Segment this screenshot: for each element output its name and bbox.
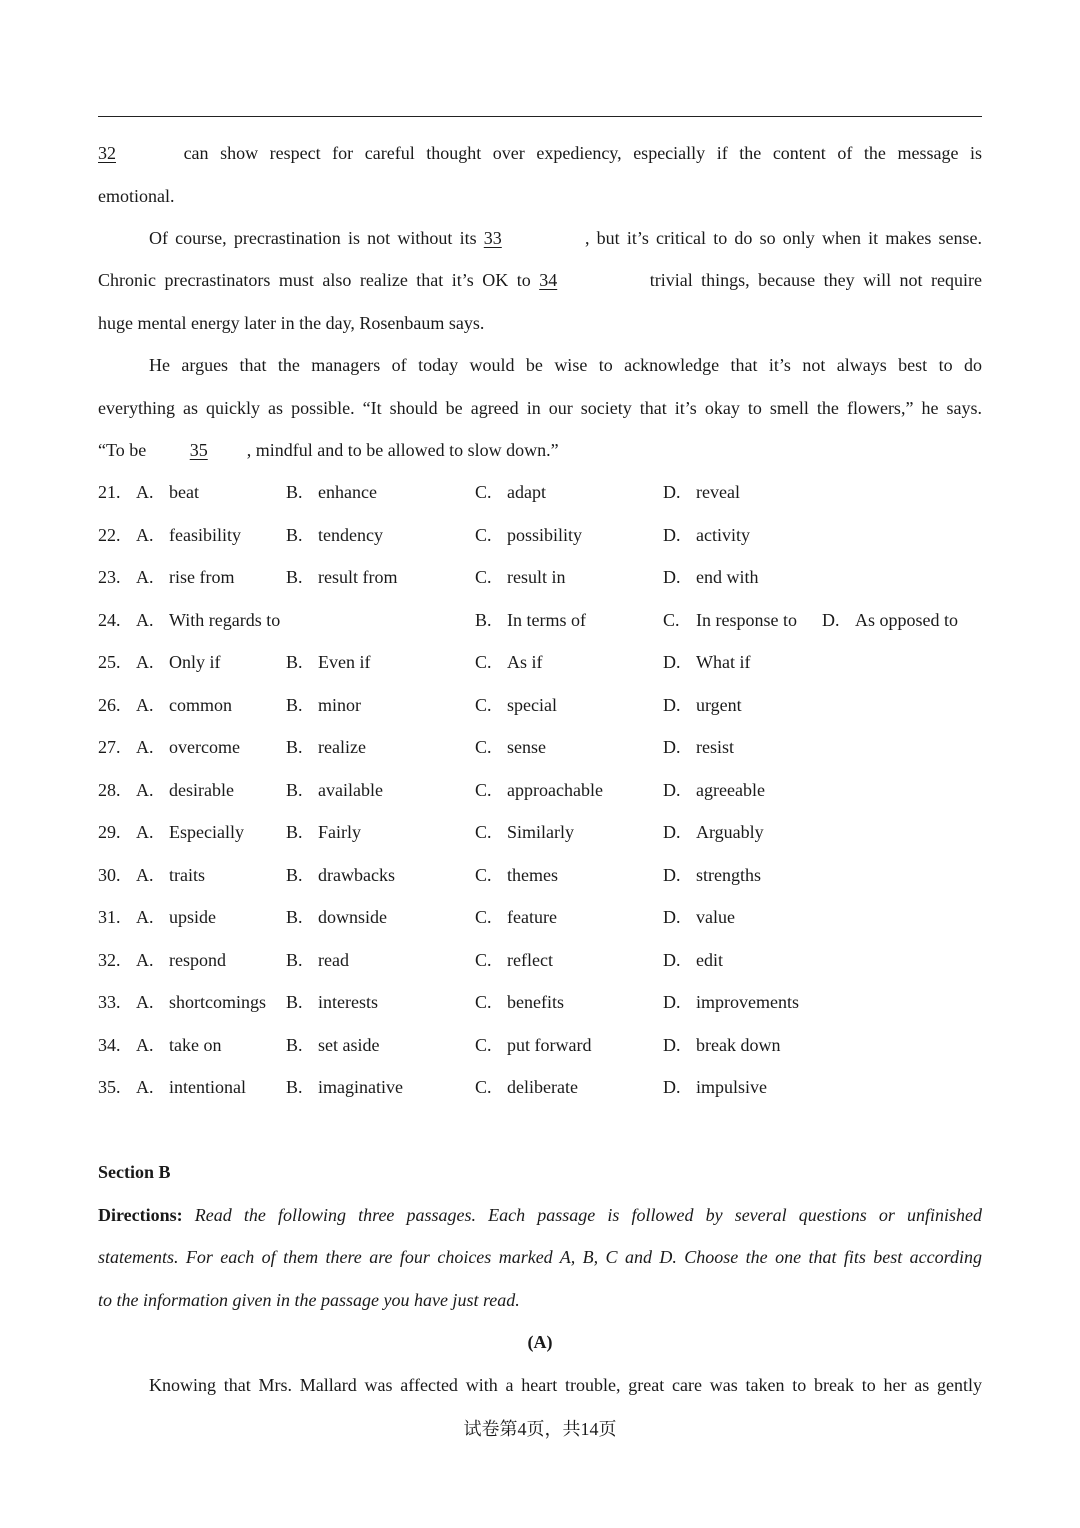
question-row [98, 736, 982, 758]
question-row [98, 481, 982, 503]
passage-line-3: Of course, precrastination is not without its 33 , but it’s critical to do so only when it makes sense. [149, 228, 983, 248]
blank-35: 35 [189, 440, 208, 460]
option-d: activity [696, 524, 750, 545]
question-number: 24. [98, 609, 121, 630]
option-letter: A. [136, 992, 154, 1012]
option-c: approachable [507, 779, 603, 800]
question-row [98, 524, 982, 546]
question-row [98, 949, 982, 971]
option-letter: C. [475, 1077, 492, 1097]
option-letter: C. [475, 694, 492, 715]
option-c: deliberate [507, 1077, 578, 1097]
option-c: reflect [507, 949, 553, 970]
option-letter: A. [136, 694, 154, 715]
option-letter: C. [475, 524, 492, 545]
option-d: improvements [696, 992, 799, 1012]
option-letter: D. [663, 992, 681, 1012]
option-d: As opposed to [855, 609, 958, 630]
passage-label: (A) [527, 1332, 553, 1352]
option-c: special [507, 694, 557, 715]
option-a: desirable [169, 779, 234, 800]
question-row [98, 566, 982, 588]
option-letter: D. [663, 567, 681, 587]
option-letter: A. [136, 907, 154, 927]
directions-line-3: to the information given in the passage you have just read. [98, 1290, 520, 1310]
header-rule [98, 116, 982, 117]
option-b: tendency [318, 524, 383, 545]
option-letter: B. [286, 1034, 303, 1055]
option-letter: A. [136, 567, 154, 587]
option-c: adapt [507, 482, 546, 502]
question-number: 25. [98, 652, 121, 672]
option-letter: C. [475, 779, 492, 800]
option-b: realize [318, 737, 366, 757]
question-row [98, 651, 982, 673]
option-c: feature [507, 907, 557, 927]
option-letter: D. [663, 864, 681, 885]
option-d: Arguably [696, 822, 764, 842]
option-letter: A. [136, 609, 154, 630]
option-d: What if [696, 652, 751, 672]
question-number: 21. [98, 482, 121, 502]
option-c: benefits [507, 992, 564, 1012]
question-number: 30. [98, 864, 121, 885]
option-b: read [318, 949, 349, 970]
question-number: 34. [98, 1034, 121, 1055]
question-row [98, 864, 982, 886]
option-b: imaginative [318, 1077, 403, 1097]
option-letter: B. [286, 567, 303, 587]
option-letter: C. [475, 822, 492, 842]
option-letter: D. [663, 949, 681, 970]
question-number: 29. [98, 822, 121, 842]
option-d: value [696, 907, 735, 927]
option-d: agreeable [696, 779, 765, 800]
option-letter: B. [286, 524, 303, 545]
option-a: Only if [169, 652, 221, 672]
option-c: Similarly [507, 822, 574, 842]
option-letter: D. [663, 822, 681, 842]
option-a: take on [169, 1034, 222, 1055]
option-letter: C. [475, 737, 492, 757]
option-letter: D. [663, 1034, 681, 1055]
option-letter: A. [136, 482, 154, 502]
option-letter: A. [136, 822, 154, 842]
option-d: impulsive [696, 1077, 767, 1097]
option-letter: A. [136, 949, 154, 970]
option-letter: B. [286, 652, 303, 672]
question-number: 35. [98, 1077, 121, 1097]
option-letter: D. [663, 907, 681, 927]
option-letter: D. [663, 737, 681, 757]
option-c: In response to [696, 609, 797, 630]
option-letter: A. [136, 864, 154, 885]
option-letter: A. [136, 1077, 154, 1097]
option-a: respond [169, 949, 226, 970]
question-row [98, 1076, 982, 1098]
option-letter: D. [663, 482, 681, 502]
option-a: shortcomings [169, 992, 266, 1012]
option-letter: B. [286, 1077, 303, 1097]
option-d: strengths [696, 864, 761, 885]
option-letter: D. [822, 609, 840, 630]
option-letter: B. [286, 949, 303, 970]
passage-line-6: He argues that the managers of today would be wise to acknowledge that it’s not always best to do [149, 355, 982, 375]
blank-32: 32 [98, 143, 116, 163]
option-letter: C. [475, 949, 492, 970]
question-number: 22. [98, 524, 121, 545]
question-number: 31. [98, 907, 121, 927]
option-d: resist [696, 737, 734, 757]
question-number: 26. [98, 694, 121, 715]
option-a: traits [169, 864, 205, 885]
directions-line-2: statements. For each of them there are four choices marked A, B, C and D. Choose the one that fits best according [98, 1247, 982, 1267]
option-letter: B. [286, 907, 303, 927]
option-a: upside [169, 907, 216, 927]
option-letter: A. [136, 652, 154, 672]
option-c: result in [507, 567, 566, 587]
option-letter: A. [136, 1034, 154, 1055]
question-number: 23. [98, 567, 121, 587]
passage-text: can show respect for careful thought over expediency, especially if the content of the message is [183, 143, 982, 163]
option-d: urgent [696, 694, 742, 715]
directions-label: Directions: [98, 1205, 183, 1225]
question-row [98, 906, 982, 928]
option-b: available [318, 779, 383, 800]
passage-line-5: huge mental energy later in the day, Rosenbaum says. [98, 313, 485, 333]
option-a: Especially [169, 822, 244, 842]
option-letter: C. [475, 907, 492, 927]
question-row [98, 694, 982, 716]
option-a: beat [169, 482, 199, 502]
option-letter: B. [475, 609, 492, 630]
option-c: themes [507, 864, 558, 885]
question-number: 27. [98, 737, 121, 757]
question-row [98, 821, 982, 843]
option-c: sense [507, 737, 546, 757]
option-d: edit [696, 949, 723, 970]
passage-line-4: Chronic precrastinators must also realize that it’s OK to 34 trivial things, because they will not require [98, 270, 982, 290]
option-b: set aside [318, 1034, 380, 1055]
blank-34: 34 [539, 270, 558, 290]
directions-line-1: Directions: Read the following three passages. Each passage is followed by several questions or unfinished [98, 1205, 983, 1225]
option-b: minor [318, 694, 361, 715]
option-letter: B. [286, 737, 303, 757]
option-a: With regards to [169, 609, 281, 630]
option-a: intentional [169, 1077, 246, 1097]
option-letter: C. [475, 864, 492, 885]
option-c: put forward [507, 1034, 592, 1055]
option-letter: B. [286, 694, 303, 715]
option-b: Fairly [318, 822, 361, 842]
option-letter: A. [136, 779, 154, 800]
option-b: Even if [318, 652, 371, 672]
option-letter: C. [475, 652, 492, 672]
passage-a-line-1: Knowing that Mrs. Mallard was affected with a heart trouble, great care was taken to break to her as gently [149, 1375, 982, 1395]
option-letter: D. [663, 779, 681, 800]
question-number: 32. [98, 949, 121, 970]
option-letter: D. [663, 524, 681, 545]
question-number: 28. [98, 779, 121, 800]
option-letter: C. [475, 482, 492, 502]
option-letter: D. [663, 652, 681, 672]
option-d: break down [696, 1034, 781, 1055]
option-letter: C. [475, 567, 492, 587]
question-row [98, 779, 982, 801]
option-b: enhance [318, 482, 377, 502]
option-letter: C. [663, 609, 680, 630]
question-number: 33. [98, 992, 121, 1012]
option-letter: B. [286, 992, 303, 1012]
option-b: In terms of [507, 609, 586, 630]
option-d: end with [696, 567, 759, 587]
page-footer: 试卷第4页，共14页 [463, 1419, 617, 1439]
option-letter: A. [136, 524, 154, 545]
option-a: rise from [169, 567, 235, 587]
option-letter: A. [136, 737, 154, 757]
option-b: result from [318, 567, 398, 587]
option-a: overcome [169, 737, 240, 757]
question-row [98, 609, 982, 631]
option-c: As if [507, 652, 543, 672]
passage-line-8: “To be 35 , mindful and to be allowed to slow down.” [98, 440, 559, 460]
question-row [98, 991, 982, 1013]
option-letter: C. [475, 992, 492, 1012]
option-a: feasibility [169, 524, 241, 545]
option-letter: D. [663, 1077, 681, 1097]
option-c: possibility [507, 524, 583, 545]
passage-line-1 [98, 142, 982, 164]
question-row [98, 1034, 982, 1056]
option-letter: D. [663, 694, 681, 715]
option-letter: B. [286, 482, 303, 502]
option-letter: C. [475, 1034, 492, 1055]
passage-line-7: everything as quickly as possible. “It should be agreed in our society that it’s okay to smell the flowers,” he says. [98, 398, 982, 418]
option-b: interests [318, 992, 378, 1012]
option-d: reveal [696, 482, 740, 502]
option-letter: B. [286, 822, 303, 842]
option-a: common [169, 694, 232, 715]
passage-line-2: emotional. [98, 186, 175, 206]
option-letter: B. [286, 779, 303, 800]
option-b: drawbacks [318, 864, 395, 885]
blank-33: 33 [483, 228, 502, 248]
section-heading: Section B [98, 1162, 171, 1182]
option-b: downside [318, 907, 387, 927]
option-letter: B. [286, 864, 303, 885]
